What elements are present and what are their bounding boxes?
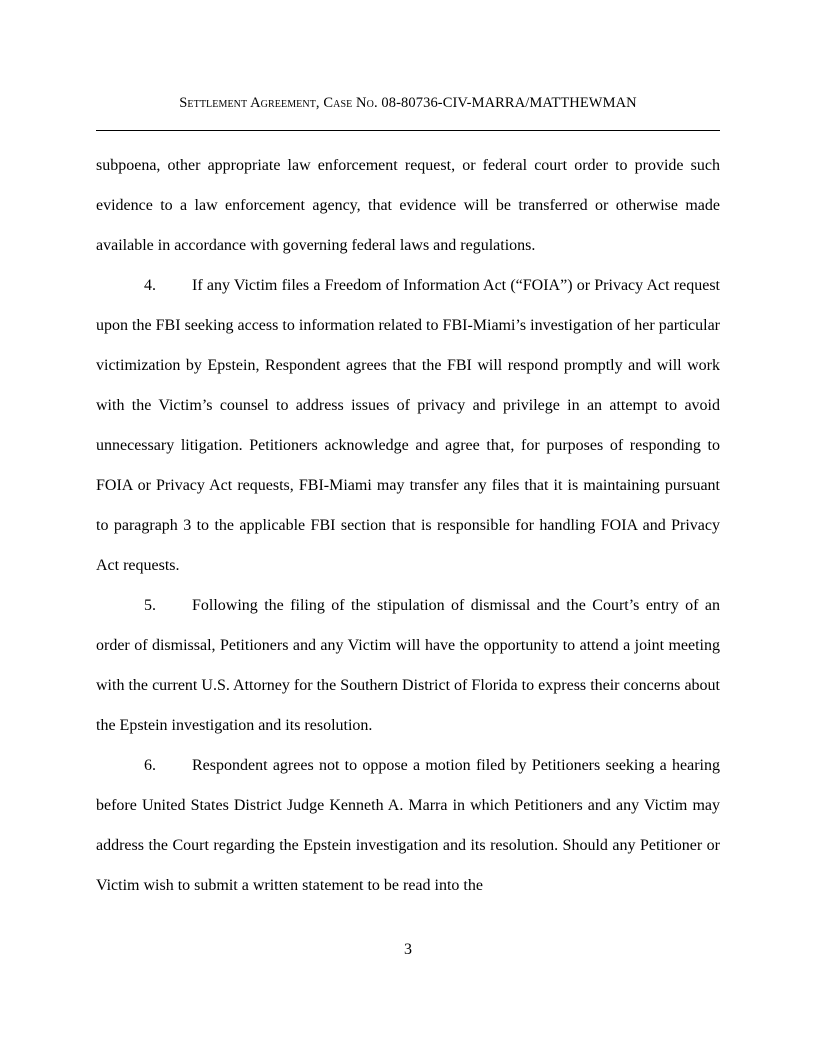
document-body	[96, 146, 720, 906]
page-number: 3	[404, 941, 412, 958]
continuation-paragraph: subpoena, other appropriate law enforcement request, or federal court order to provide such evidence to a law enforcement agency, that evidence will be transferred or otherwise made available in accordance with governing federal laws and regulations.	[96, 157, 720, 254]
paragraph-number: 5.	[144, 597, 156, 614]
header-rule	[96, 130, 720, 131]
paragraph-5	[96, 586, 720, 746]
paragraph-4	[96, 266, 720, 586]
paragraph-number: 6.	[144, 757, 156, 774]
paragraph-text: Respondent agrees not to oppose a motion filed by Petitioners seeking a hearing before United States District Judge Kenneth A. Marra in which Petitioners and any Victim may address the Court regarding the Epstein investigation and its resolution. Should any Petitioner or Victim wish to submit a written statement to be read into the	[96, 757, 720, 894]
paragraph-text: If any Victim files a Freedom of Information Act (“FOIA”) or Privacy Act request upon the FBI seeking access to information related to FBI-Miami’s investigation of her particular victimization by Epstein, Respondent agrees that the FBI will respond promptly and will work with the Victim’s counsel to address issues of privacy and privilege in an attempt to avoid unnecessary litigation. Petitioners acknowledge and agree that, for purposes of responding to FOIA or Privacy Act requests, FBI-Miami may transfer any files that it is maintaining pursuant to paragraph 3 to the applicable FBI section that is responsible for handling FOIA and Privacy Act requests.	[96, 277, 720, 574]
header-title: Settlement Agreement, Case No.	[179, 95, 378, 111]
paragraph-text: Following the filing of the stipulation of dismissal and the Court’s entry of an order of dismissal, Petitioners and any Victim will have the opportunity to attend a joint meeting with the current U.S. Attorney for the Southern District of Florida to express their concerns about the Epstein investigation and its resolution.	[96, 597, 720, 734]
header-case-number: 08-80736-CIV-MARRA/MATTHEWMAN	[381, 95, 637, 111]
paragraph-number: 4.	[144, 277, 156, 294]
paragraph-6	[96, 746, 720, 906]
running-header	[96, 95, 720, 112]
